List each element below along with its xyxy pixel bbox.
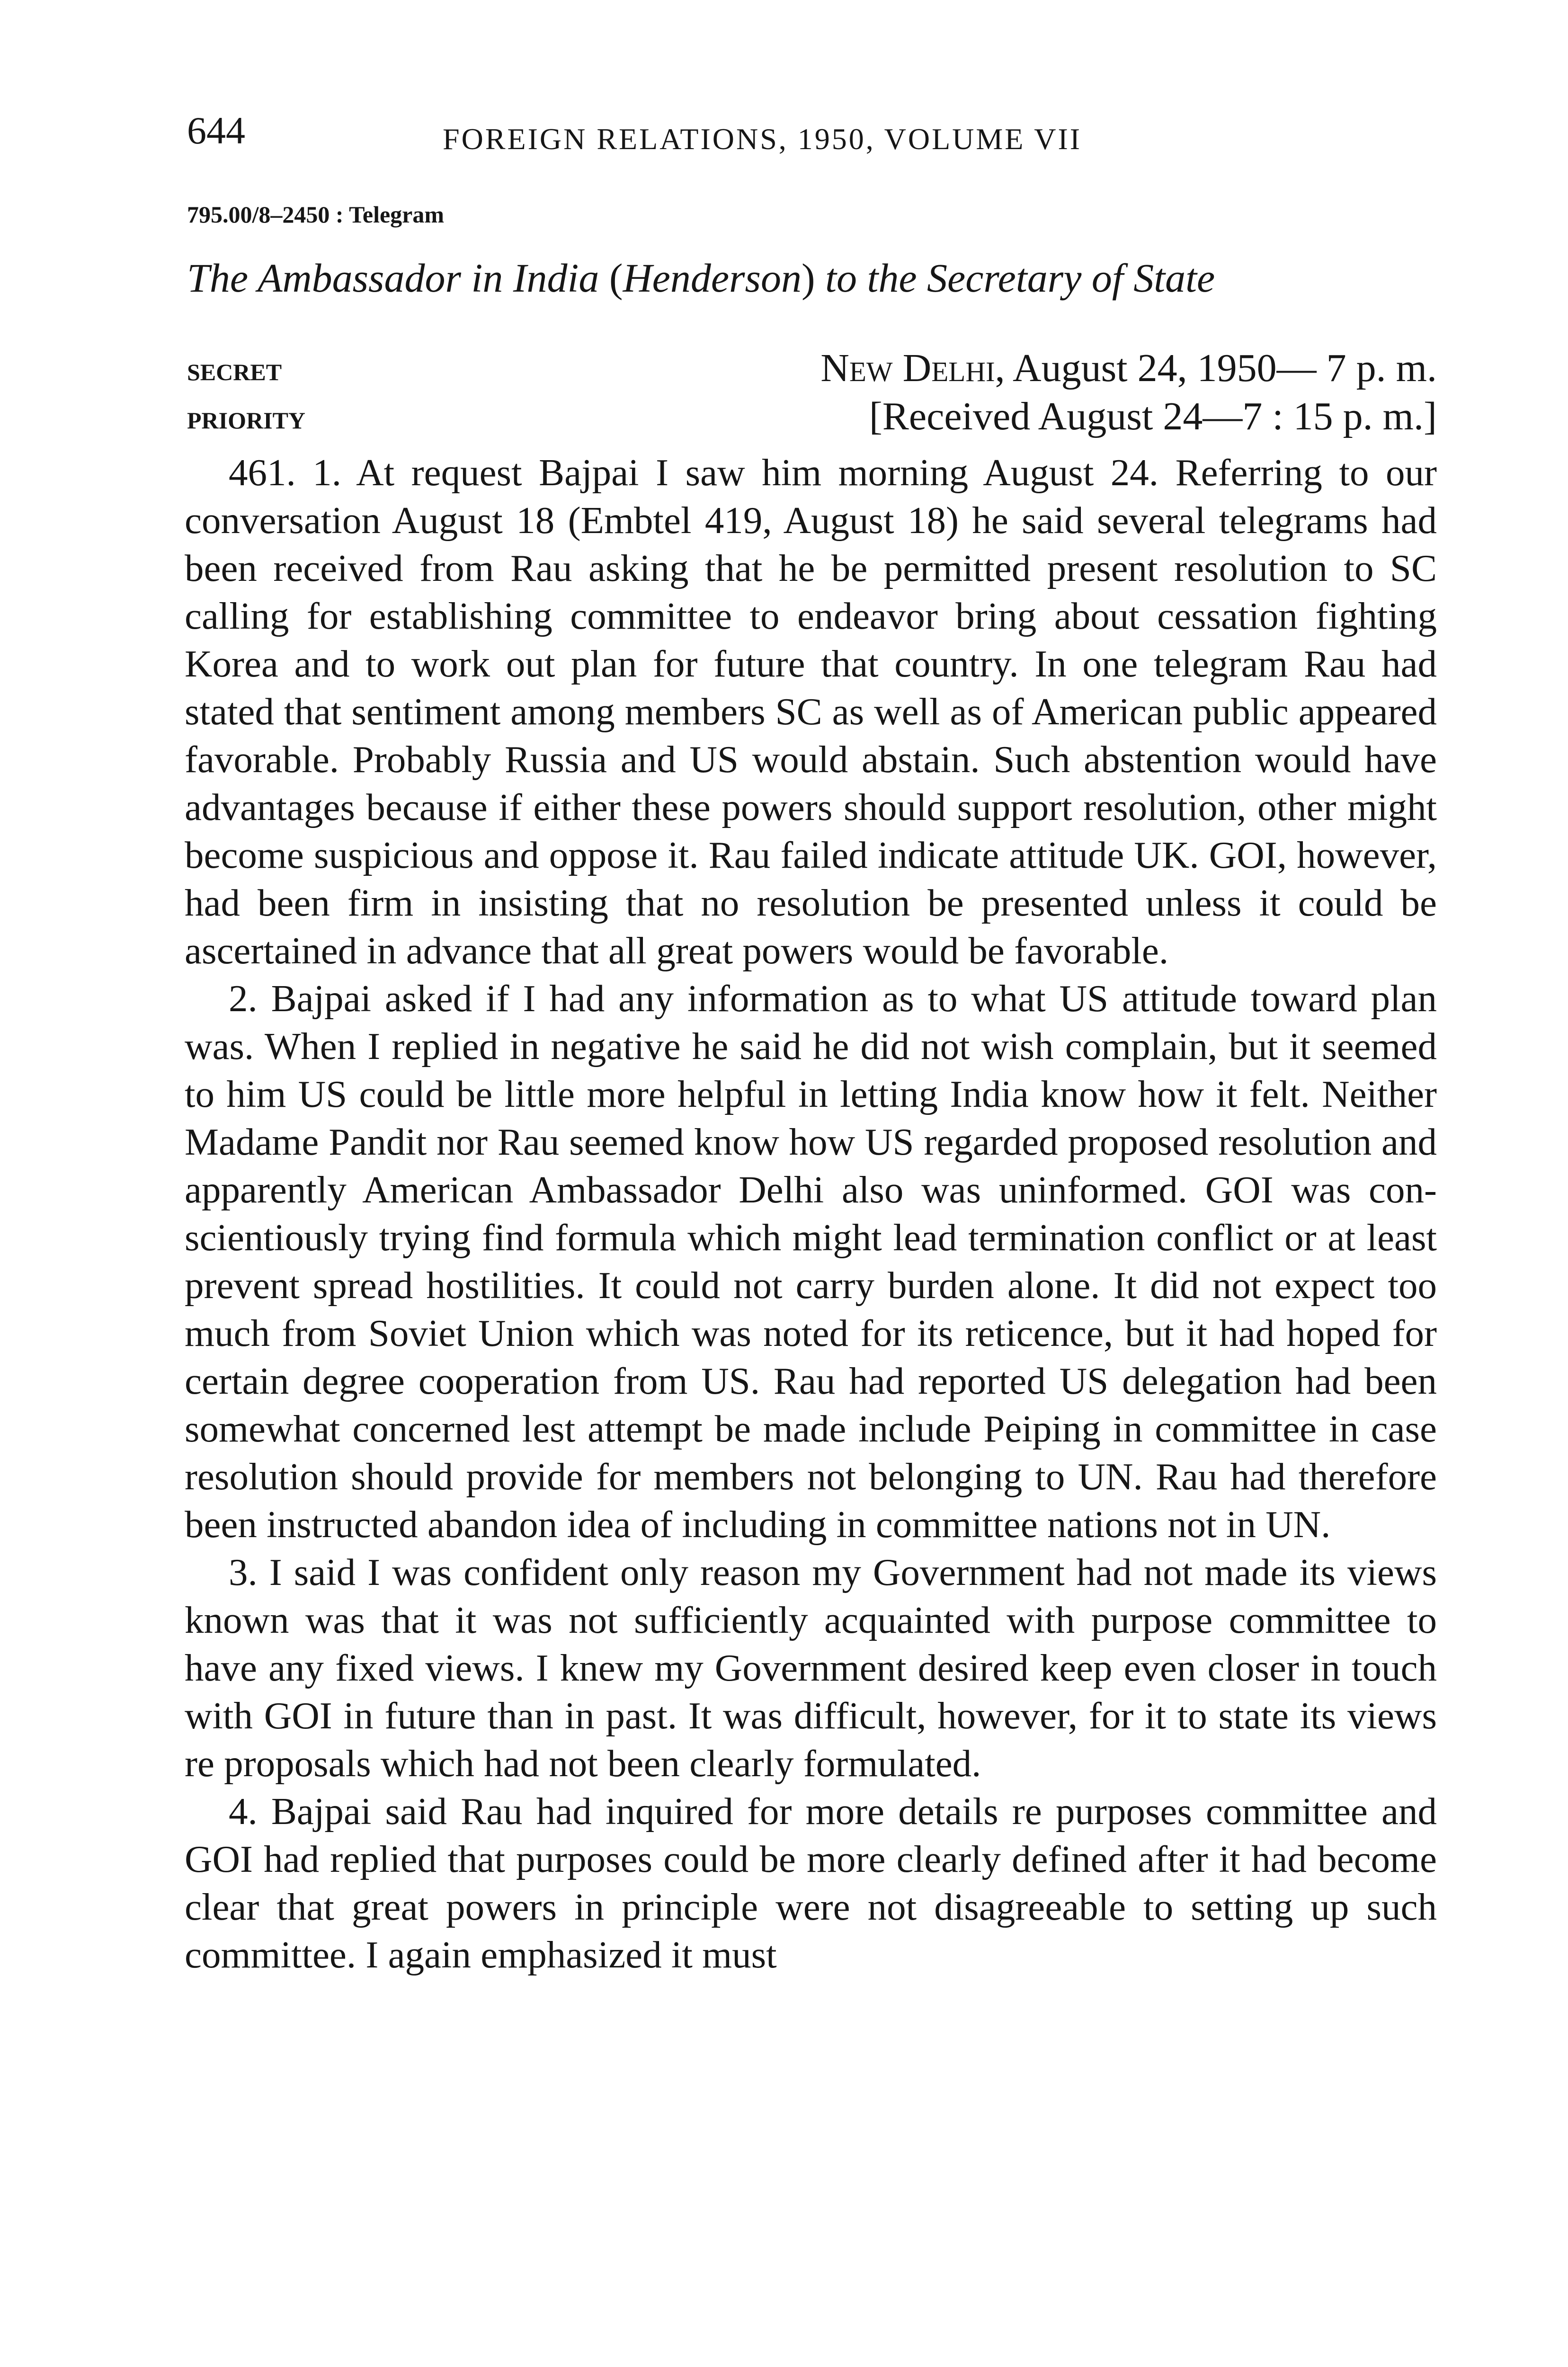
classification-row [187,348,1437,391]
dateline [820,348,1437,388]
paragraph-4: 4. Bajpai said Rau had inquired for more details re purposes committee and GOI had replied that purposes could be more clearly defined after it had become clear that great powers in principle were not disagreeable to setting up such committee. I again emphasized it must [185,1790,1437,1976]
origin-datetime: , August 24, 1950— 7 p. m. [995,346,1437,390]
document-title [187,256,1437,301]
paragraph-1: 461. 1. At request Bajpai I saw him morning August 24. Referring to our conversation August 18 (Embtel 419, August 18) he said several telegrams had been received from Rau asking that he be permitted present resolution to SC calling for establishing committee to endeavor bring about cessation fighting Korea and to work out plan for future that country. In one telegram Rau had stated that sentiment among members SC as well as of American public appeared favorable. Probably Russia and US would abstain. Such abstention would have advantages because if either these powers should support resolution, other might become suspicious and oppose it. Rau failed indicate attitude UK. GOI, however, had been firm in insisting that no resolution be presented unless it could be ascertained in advance that all great powers would be favorable. [185,451,1437,972]
title-suffix: to the Secretary of State [815,255,1215,301]
title-close-paren: ) [801,255,815,301]
received-line: [Received August 24—7 : 15 p. m.] [869,394,1437,438]
telegram-body [185,449,1437,1979]
title-prefix: The Ambassador in India [187,255,609,301]
running-head: FOREIGN RELATIONS, 1950, VOLUME VII [443,122,1082,156]
title-open-paren: ( [609,255,623,301]
origin-place: New Delhi [820,346,995,390]
paragraph-2: 2. Bajpai asked if I had any information as to what US attitude toward plan was. When I replied in negative he said he did not wish complain, but it seemed to him US could be little more helpful in letting India know how it felt. Neither Madame Pandit nor Rau seemed know how US regarded proposed resolution and apparently American Ambassador Delhi also was uninformed. GOI was conscientiously trying find formula which might lead termination conflict or at least prevent spread hostilities. It could not carry burden alone. It did not expect too much from Soviet Union which was noted for its reticence, but it had hoped for certain degree cooperation from US. Rau had reported US delegation had been somewhat concerned lest attempt be made include Peiping in committee in case resolution should provide for members not belonging to UN. Rau had therefore been instructed abandon idea of including in committee nations not in UN. [185,977,1437,1546]
title-name: Henderson [623,255,802,301]
page-number: 644 [187,109,245,152]
file-reference: 795.00/8–2450 : Telegram [187,201,445,228]
priority-label: PRIORITY [187,407,306,434]
classification-label: SECRET [187,359,282,385]
paragraph-3: 3. I said I was confident only reason my Government had not made its views known was that it was not sufficiently acquainted with purpose committee to have any fixed views. I knew my Government desired keep even closer in touch with GOI in future than in past. It was difficult, however, for it to state its views re proposals which had not been clearly formulated. [185,1551,1437,1785]
priority-row [187,394,1437,439]
